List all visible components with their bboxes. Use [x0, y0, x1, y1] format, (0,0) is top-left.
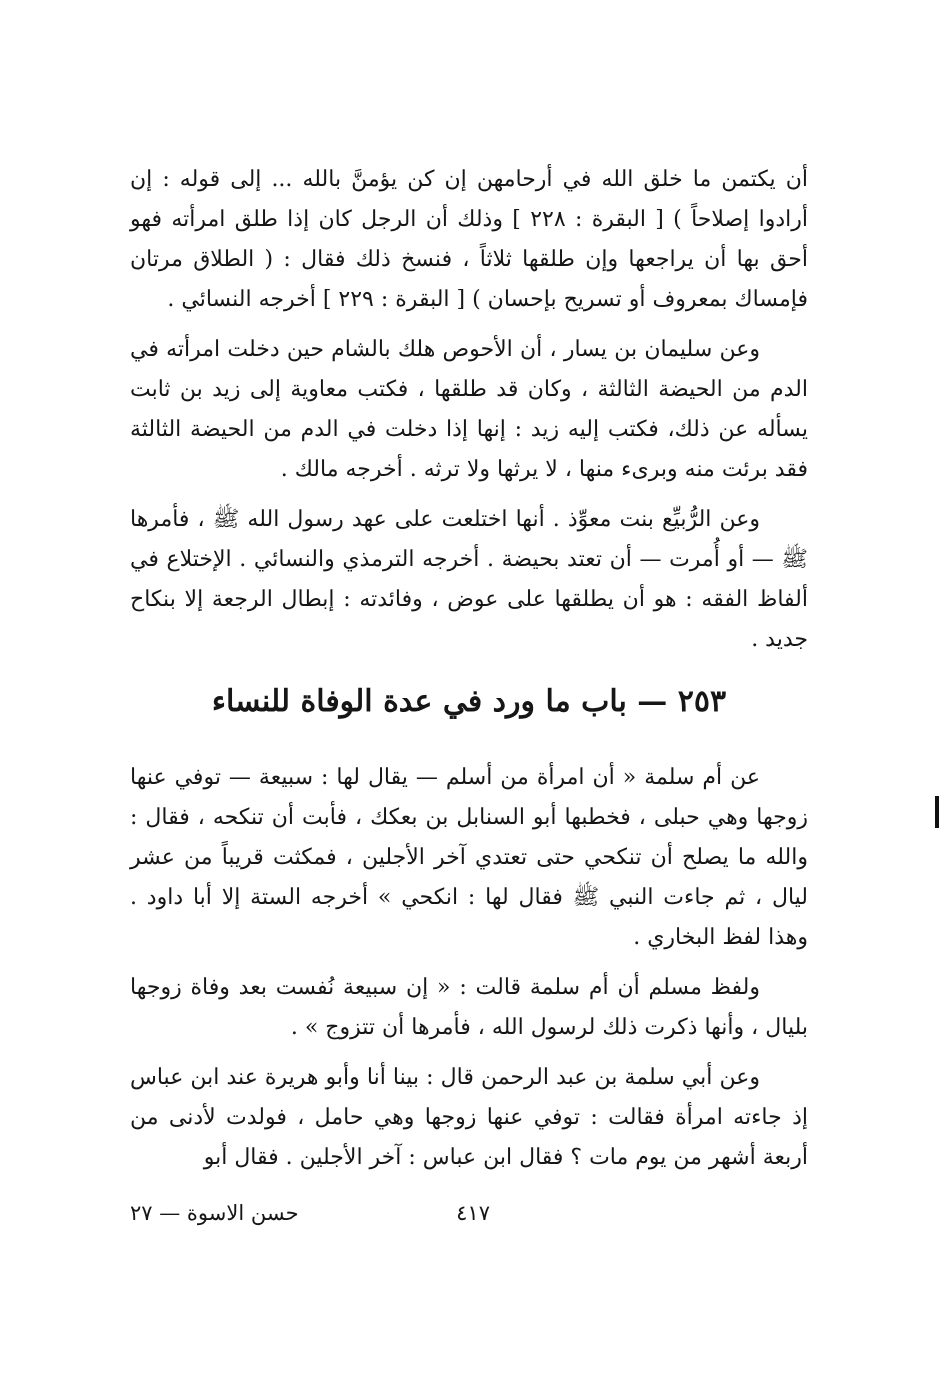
- bottom-section: [130, 758, 808, 1178]
- paragraph-sulayman-ibn-yasar: وعن سليمان بن يسار ، أن الأحوص هلك بالشام حين دخلت امرأته في الدم من الحيضة الثالثة ، وكان قد طلقها ، فكتب معاوية إلى زيد بن ثابت يسأله عن ذلك، فكتب إليه زيد : إنها إذا دخلت في الدم من الحيضة الثالثة فقد برئت منه وبرىء منها ، لا يرثها ولا ترثه . أخرجه مالك .: [130, 337, 808, 482]
- paragraph-rubayyi-khul: وعن الرُّبيِّع بنت معوِّذ . أنها اختلعت على عهد رسول الله ﷺ ، فأمرها ﷺ — أو أُمرت — أن تعتد بحيضة . أخرجه الترمذي والنسائي . الإختلاع في ألفاظ الفقه : هو أن يطلقها على عوض ، وفائدته : إبطال الرجعة إلا بنكاح جديد .: [130, 507, 808, 652]
- top-section: [130, 160, 808, 660]
- paragraph-abu-salama: وعن أبي سلمة بن عبد الرحمن قال : بينا أنا وأبو هريرة عند ابن عباس إذ جاءته امرأة فقالت : توفي عنها زوجها وهي حامل ، فولدت لأدنى من أربعة أشهر من يوم مات ؟ فقال ابن عباس : آخر الأجلين . فقال أبو: [130, 1065, 808, 1170]
- page-number: ٤١٧: [456, 1201, 490, 1225]
- paragraph-muslim-wording: ولفظ مسلم أن أم سلمة قالت : « إن سبيعة نُفست بعد وفاة زوجها بليال ، وأنها ذكرت ذلك لرسول الله ، فأمرها أن تتزوج » .: [130, 975, 808, 1040]
- paragraph-quran-divorce: أن يكتمن ما خلق الله في أرحامهن إن كن يؤمنَّ بالله ... إلى قوله : إن أرادوا إصلاحاً ) [ البقرة : ٢٢٨ ] وذلك أن الرجل كان إذا طلق امرأته فهو أحق بها أن يراجعها وإن طلقها ثلاثاً ، فنسخ ذلك فقال : ( الطلاق مرتان فإمساك بمعروف أو تسريح بإحسان ) [ البقرة : ٢٢٩ ] أخرجه النسائي .: [130, 167, 808, 312]
- page-footer: [130, 1193, 808, 1233]
- paragraph-umm-salama: عن أم سلمة « أن امرأة من أسلم — يقال لها : سبيعة — توفي عنها زوجها وهي حبلى ، فخطبها أبو السنابل بن بعكك ، فأبت أن تنكحه ، فقال : والله ما يصلح أن تنكحي حتى تعتدي آخر الأجلين ، فمكثت قريباً من عشر ليال ، ثم جاءت النبي ﷺ فقال لها : انكحي » أخرجه الستة إلا أبا داود . وهذا لفظ البخاري .: [130, 765, 808, 950]
- margin-mark: [935, 796, 939, 828]
- signature-mark: حسن الاسوة — ٢٧: [130, 1201, 299, 1225]
- chapter-heading: ٢٥٣ — باب ما ورد في عدة الوفاة للنساء: [211, 684, 727, 719]
